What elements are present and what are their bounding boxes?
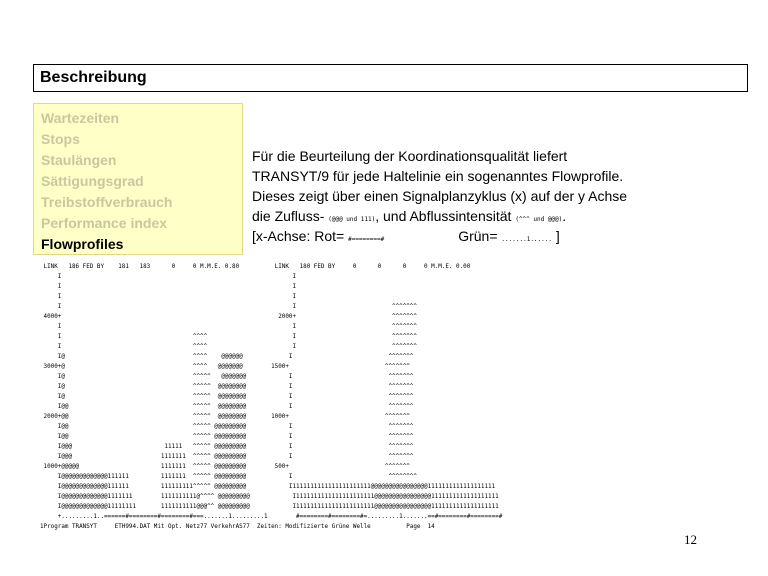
- red-symbols: #========#: [348, 236, 385, 243]
- printout-line: I@@@@@@@@@@@@@11111111 1111111111@@@^^ @@@@@@@@@ I1111111111111111111111@@@@@@@@@@@@@@@@1111111111111111111: [40, 504, 499, 510]
- printout-line: I I: [40, 284, 297, 290]
- menu-item-wartezeiten[interactable]: Wartezeiten: [41, 110, 120, 126]
- printout-line: I ^^^^ I ^^^^^^^: [40, 334, 417, 340]
- section-header: [33, 64, 748, 92]
- green-label: Grün=: [458, 228, 502, 244]
- inflow-label: die Zufluss-: [252, 208, 329, 224]
- printout-line: I@@ ^^^^^ @@@@@@@@@ I ^^^^^^^: [40, 434, 414, 440]
- printout-line: I@ ^^^^^ @@@@@@@@ I ^^^^^^^: [40, 384, 414, 390]
- menu-item-saettigungsgrad[interactable]: Sättigungsgrad: [41, 173, 144, 189]
- printout-line: I@@ ^^^^^ @@@@@@@@ I ^^^^^^^: [40, 404, 414, 410]
- printout-line: I@ ^^^^^ @@@@@@@ I ^^^^^^^: [40, 374, 414, 380]
- printout-footer: 1Program TRANSYT ETH994.DAT Mit Opt. Netz77 VerkehrAS77 Zeiten: Modifizierte Grüne Welle Page 14: [40, 524, 435, 530]
- printout-line: I@@@ 11111 ^^^^^ @@@@@@@@@ I ^^^^^^^: [40, 444, 414, 450]
- printout-line: +.........1..======#========#========#===.......1.........1 #========#========#=.........1.......==#========#========#: [40, 514, 503, 520]
- printout-line: I I ^^^^^^^: [40, 324, 417, 330]
- closing-bracket: ]: [552, 228, 560, 244]
- outflow-label: , und Abflussintensität: [375, 208, 516, 224]
- menu-item-stops[interactable]: Stops: [41, 131, 80, 147]
- section-title: Beschreibung: [40, 69, 147, 86]
- outflow-symbols: (^^^ und @@@): [515, 216, 563, 223]
- description-line-4: [252, 206, 752, 226]
- printout-line: I@@@@@@@@@@@@@1111111 1111111111@^^^^ @@@@@@@@@ I1111111111111111111111@@@@@@@@@@@@@@@@1111111111111111111: [40, 494, 499, 500]
- printout-line: 3000+@ ^^^^ @@@@@@@ 1500+ ^^^^^^^: [40, 364, 410, 370]
- printout-line: I I: [40, 274, 297, 280]
- description-text: [252, 146, 752, 246]
- printout-line: I@@@@@@@@@@@@@111111 1111111 ^^^^^ @@@@@@@@@ I ^^^^^^^^: [40, 474, 417, 480]
- printout-line: I@ ^^^^^ @@@@@@@@ I ^^^^^^^: [40, 394, 414, 400]
- line-end-period: .: [562, 208, 567, 224]
- page-number: 12: [684, 532, 697, 547]
- topic-menu: [33, 103, 243, 255]
- printout-line: I@ ^^^^ @@@@@@ I ^^^^^^^: [40, 354, 414, 360]
- green-symbols: .......1......: [501, 236, 552, 243]
- printout-line: I@@ ^^^^^ @@@@@@@@@ I ^^^^^^^: [40, 424, 414, 430]
- red-label: [x-Achse: Rot=: [252, 228, 349, 244]
- printout-line: 1000+@@@@@ 1111111 ^^^^^ @@@@@@@@@ 500+ ^^^^^^^: [40, 464, 410, 470]
- menu-item-flowprofiles[interactable]: Flowprofiles: [41, 236, 124, 252]
- printout-line: LINK 186 FED BY 181 183 0 0 M.M.E. 0.80 LINK 180 FED BY 0 0 0 0 M.M.E. 0.00: [40, 264, 471, 270]
- description-line-1: Für die Beurteilung der Koordinationsqualität liefert: [252, 148, 568, 164]
- printout-line: I@@@@@@@@@@@@@111111 111111111^^^^^ @@@@@@@@@ I1111111111111111111111@@@@@@@@@@@@@@@@1111111111111111111: [40, 484, 496, 490]
- printout-line: I I: [40, 294, 297, 300]
- menu-item-staulaengen[interactable]: Staulängen: [41, 152, 117, 168]
- printout-line: I@@@ 1111111 ^^^^^ @@@@@@@@@ I ^^^^^^^: [40, 454, 414, 460]
- printout-line: I I ^^^^^^^: [40, 304, 417, 310]
- inflow-symbols: (@@@ und 111): [328, 216, 376, 223]
- menu-item-performance-index[interactable]: Performance index: [41, 215, 168, 231]
- transyt-flowprofile-printout: [40, 262, 502, 532]
- description-line-5: [252, 226, 752, 246]
- description-line-3: Dieses zeigt über einen Signalplanzyklus (x) auf der y Achse: [252, 188, 628, 204]
- printout-line: 2000+@@ ^^^^^ @@@@@@@@ 1000+ ^^^^^^^: [40, 414, 410, 420]
- printout-line: 4000+ 2000+ ^^^^^^^: [40, 314, 417, 320]
- description-line-2: TRANSYT/9 für jede Haltelinie ein sogenanntes Flowprofile.: [252, 168, 624, 184]
- menu-item-treibstoffverbrauch[interactable]: Treibstoffverbrauch: [41, 194, 173, 210]
- printout-line: I ^^^^ I ^^^^^^^: [40, 344, 417, 350]
